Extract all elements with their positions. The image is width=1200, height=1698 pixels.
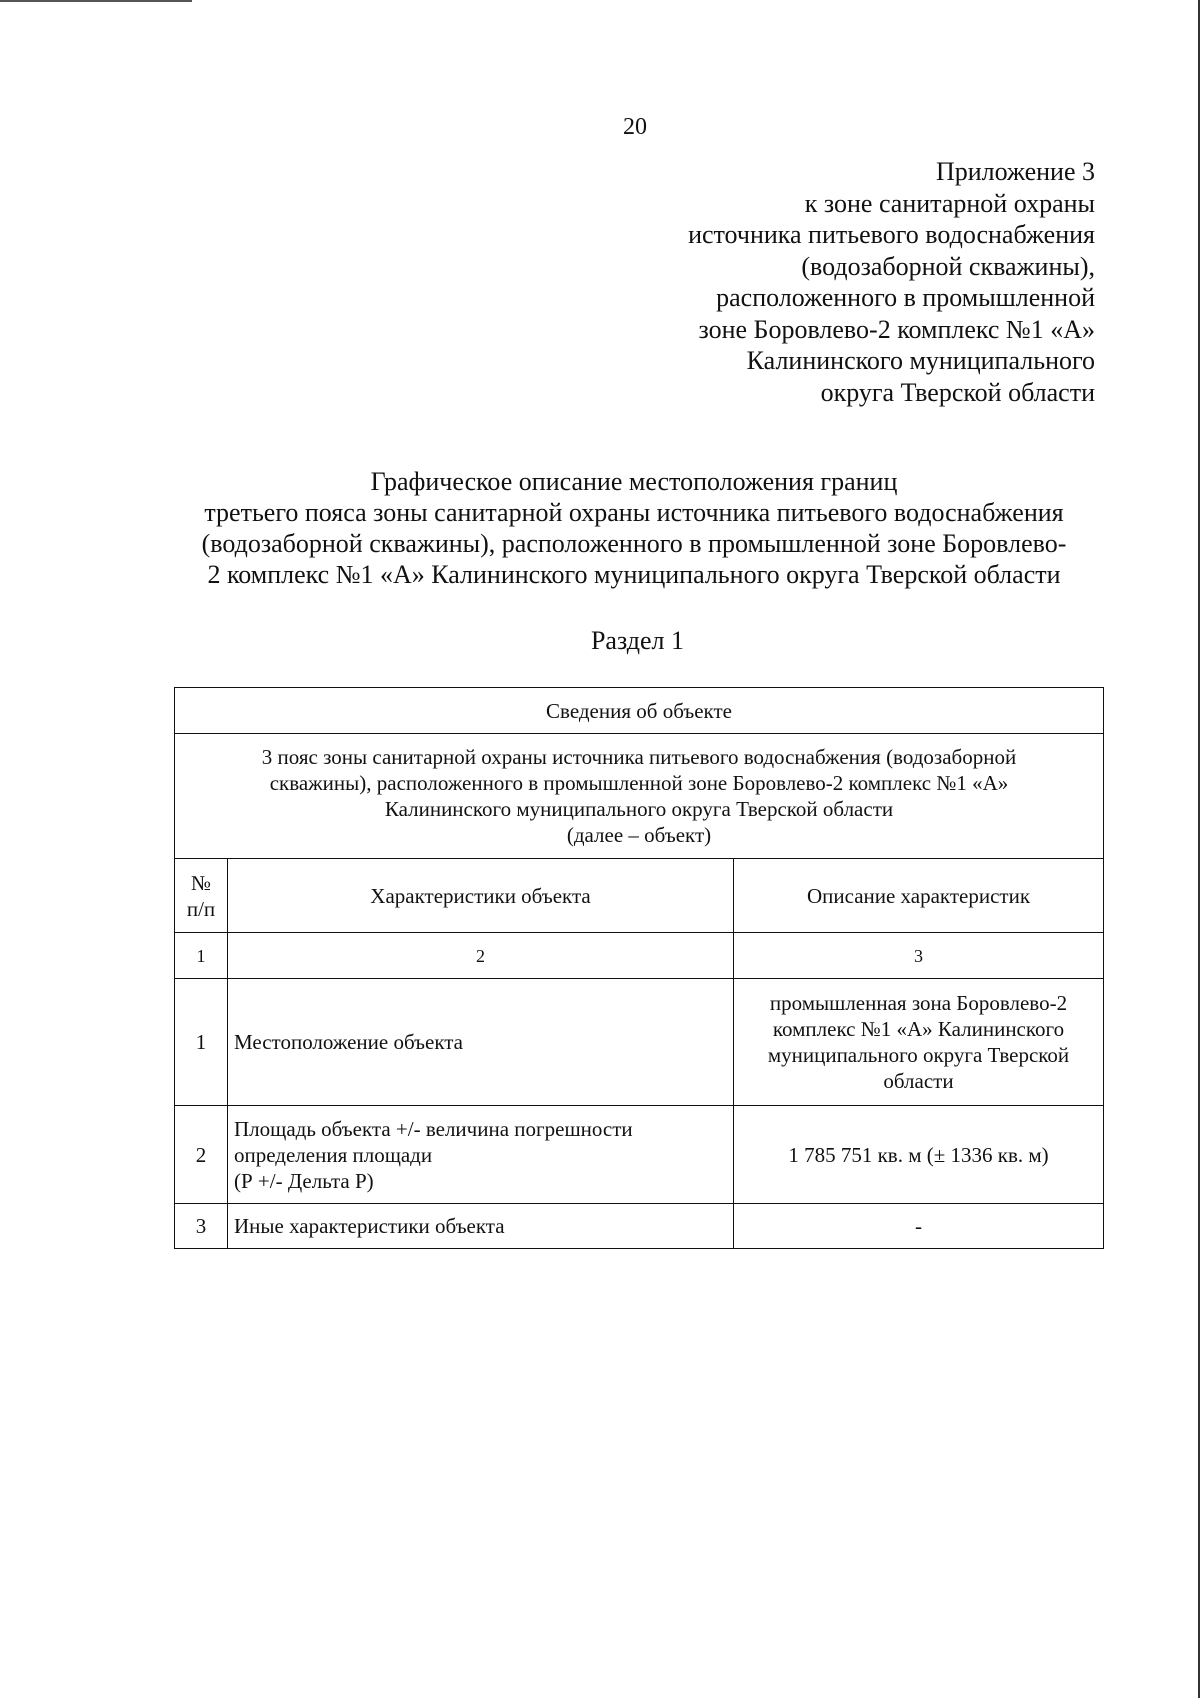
title-line: Графическое описание местоположения границ [370,467,898,496]
characteristic-line: Площадь объекта +/- величина погрешности [234,1116,633,1141]
table-row [175,1204,1104,1249]
col-number: 2 [228,933,734,979]
appendix-line: источника питьевого водоснабжения [688,220,1095,249]
table-header-cell: Сведения об объекте [175,688,1104,734]
col-number: 1 [175,933,228,979]
table-row [175,1106,1104,1204]
characteristic-line: определения площади [234,1142,433,1167]
col-header-characteristics: Характеристики объекта [228,859,734,933]
object-line: Калининского муниципального округа Тверской области [384,797,894,821]
object-info-table [174,687,1104,1249]
object-line: (далее – объект) [566,823,712,847]
table-row [175,979,1104,1106]
title-line: третьего пояса зоны санитарной охраны источника питьевого водоснабжения [204,498,1064,527]
description-line: 1 785 751 кв. м (± 1336 кв. м) [788,1142,1049,1167]
appendix-line: Приложение 3 [935,157,1095,186]
col-header-description: Описание характеристик [734,859,1104,933]
object-description-cell [175,734,1104,859]
col-number: 3 [734,933,1104,979]
row-description [734,1204,1104,1249]
description-line: комплекс №1 «А» Калининского [772,1017,1065,1041]
scan-edge-top [0,0,192,2]
col-header-num [175,859,228,933]
column-header-row [175,859,1104,933]
row-number: 2 [175,1106,228,1204]
title-line: 2 комплекс №1 «А» Калининского муниципального округа Тверской области [207,560,1061,589]
section-title: Раздел 1 [590,626,685,655]
appendix-line: зоне Боровлево-2 комплекс №1 «А» [698,314,1095,344]
title-line: (водозаборной скважины), расположенного в промышленной зоне Боровлево- [201,529,1067,558]
description-line: - [915,1214,922,1238]
description-line: промышленная зона Боровлево-2 [769,991,1068,1015]
page-number: 20 [623,114,647,140]
row-number: 3 [175,1204,228,1249]
column-number-row [175,933,1104,979]
row-characteristic [228,1106,734,1204]
row-characteristic [228,1204,734,1249]
col-header-num-line: № [190,870,212,895]
appendix-note [688,156,1095,408]
appendix-line: округа Тверской области [820,377,1095,407]
object-description-row [175,734,1104,859]
row-description [734,1106,1104,1204]
row-characteristic [228,979,734,1106]
object-line: скважины), расположенного в промышленной зоне Боровлево-2 комплекс №1 «А» [269,771,1009,795]
appendix-line: (водозаборной скважины), [801,251,1095,281]
table-header-row [175,688,1104,734]
characteristic-line: Иные характеристики объекта [234,1214,505,1238]
col-header-num-line: п/п [186,896,216,921]
description-line: области [883,1069,954,1093]
characteristic-line: Местоположение объекта [234,1030,464,1054]
description-line: муниципального округа Тверской [767,1043,1070,1067]
appendix-line: Калининского муниципального [746,346,1095,375]
appendix-line: расположенного в промышленной [716,283,1095,312]
document-title [160,466,1108,590]
appendix-line: к зоне санитарной охраны [804,188,1095,218]
object-line: 3 пояс зоны санитарной охраны источника питьевого водоснабжения (водозаборной [261,745,1017,769]
row-number: 1 [175,979,228,1106]
characteristic-line: (Р +/- Дельта Р) [234,1168,374,1193]
row-description [734,979,1104,1106]
